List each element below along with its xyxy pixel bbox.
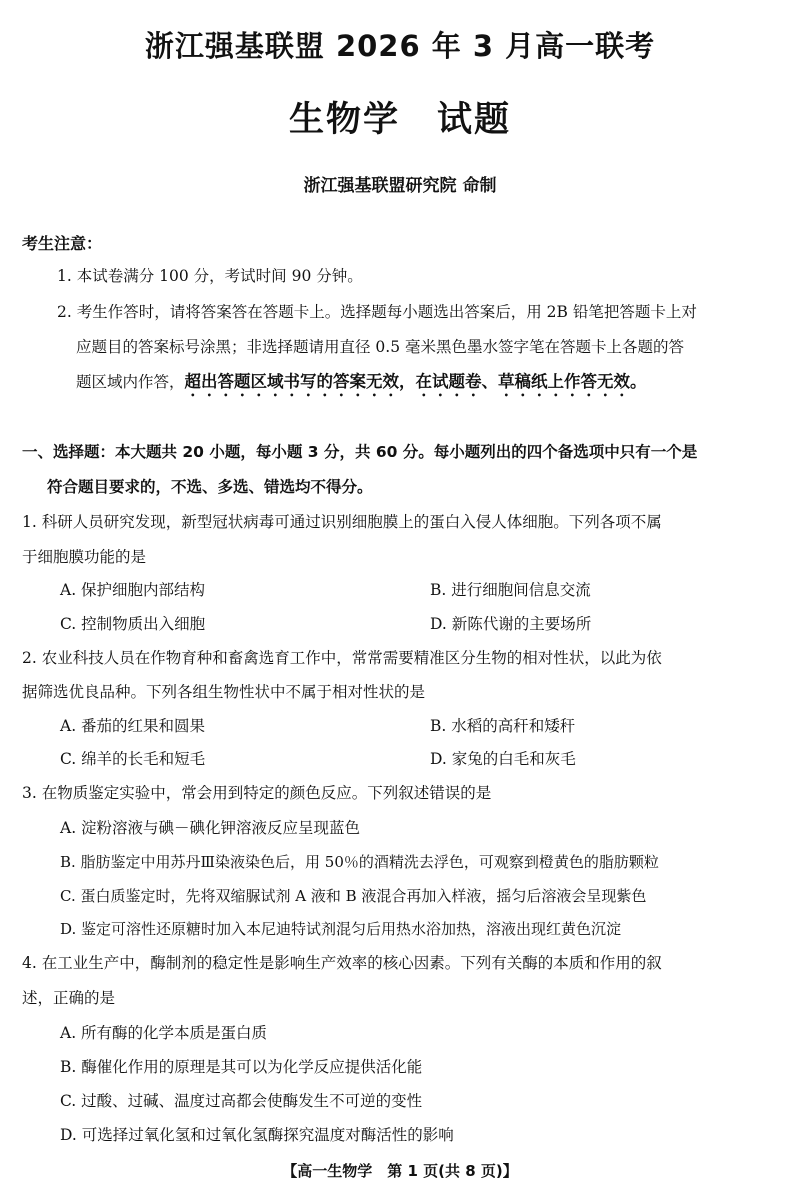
notice-emphasis: 超出答题区域书写的答案无效，在试题卷、草稿纸上作答无效。 [184,372,647,391]
question-2-stem-line-1: 2. 农业科技人员在作物育种和畜禽选育工作中，常常需要精准区分生物的相对性状，以此为依 [22,649,662,667]
author-line: 浙江强基联盟研究院 命制 [303,176,497,196]
question-2-stem-line-2: 据筛选优良品种。下列各组生物性状中不属于相对性状的是 [22,683,426,701]
question-4-stem-line-1: 4. 在工业生产中，酶制剂的稳定性是影响生产效率的核心因素。下列有关酶的本质和作用的叙 [22,954,662,972]
question-2-option-a: A. 番茄的红果和圆果 [60,717,206,735]
question-2-option-d: D. 家兔的白毛和灰毛 [430,750,576,768]
notice-item-2-line-3 [76,372,647,400]
question-4-stem-line-2: 述，正确的是 [22,989,116,1007]
subject-title: 生物学 试题 [288,100,511,140]
question-1-option-d: D. 新陈代谢的主要场所 [430,615,592,633]
question-4-option-a: A. 所有酶的化学本质是蛋白质 [60,1024,268,1042]
section-heading-line-2: 符合题目要求的，不选、多选、错选均不得分。 [47,478,373,496]
question-3-stem: 3. 在物质鉴定实验中，常会用到特定的颜色反应。下列叙述错误的是 [22,784,492,802]
question-1-stem-line-2: 于细胞膜功能的是 [22,548,147,566]
question-2-option-c: C. 绵羊的长毛和短毛 [60,750,206,768]
question-2-option-b: B. 水稻的高秆和矮秆 [430,717,576,735]
question-1-stem-line-1: 1. 科研人员研究发现，新型冠状病毒可通过识别细胞膜上的蛋白入侵人体细胞。下列各项不属 [22,513,662,531]
notice-item-2-text: 题区域内作答， [76,373,185,391]
question-1-option-c: C. 控制物质出入细胞 [60,615,206,633]
notice-heading: 考生注意： [22,234,103,253]
question-3-option-a: A. 淀粉溶液与碘－碘化钾溶液反应呈现蓝色 [60,819,361,837]
notice-item-2-line-1: 2. 考生作答时，请将答案答在答题卡上。选择题每小题选出答案后，用 2B 铅笔把答题卡上对 [57,303,697,321]
page-footer: 【高一生物学 第 1 页(共 8 页)】 [282,1162,518,1180]
question-3-option-d: D. 鉴定可溶性还原糖时加入本尼迪特试剂混匀后用热水浴加热，溶液出现红黄色沉淀 [60,920,622,938]
question-1-option-a: A. 保护细胞内部结构 [60,581,206,599]
question-1-option-b: B. 进行细胞间信息交流 [430,581,591,599]
exam-title: 浙江强基联盟 2026 年 3 月高一联考 [144,29,656,63]
question-4-option-c: C. 过酸、过碱、温度过高都会使酶发生不可逆的变性 [60,1092,423,1110]
notice-item-1: 1. 本试卷满分 100 分，考试时间 90 分钟。 [57,267,363,285]
question-3-option-c: C. 蛋白质鉴定时，先将双缩脲试剂 A 液和 B 液混合再加入样液，摇匀后溶液会呈现紫色 [60,887,647,905]
question-3-option-b: B. 脂肪鉴定中用苏丹Ⅲ染液染色后，用 50％的酒精洗去浮色，可观察到橙黄色的脂肪颗粒 [60,853,659,871]
question-4-option-b: B. 酶催化作用的原理是其可以为化学反应提供活化能 [60,1058,423,1076]
section-heading-line-1: 一、选择题：本大题共 20 小题，每小题 3 分，共 60 分。每小题列出的四个备选项中只有一个是 [22,443,698,461]
notice-item-2-line-2: 应题目的答案标号涂黑；非选择题请用直径 0.5 毫米黑色墨水签字笔在答题卡上各题的答 [76,338,685,356]
question-4-option-d: D. 可选择过氧化氢和过氧化氢酶探究温度对酶活性的影响 [60,1126,454,1144]
